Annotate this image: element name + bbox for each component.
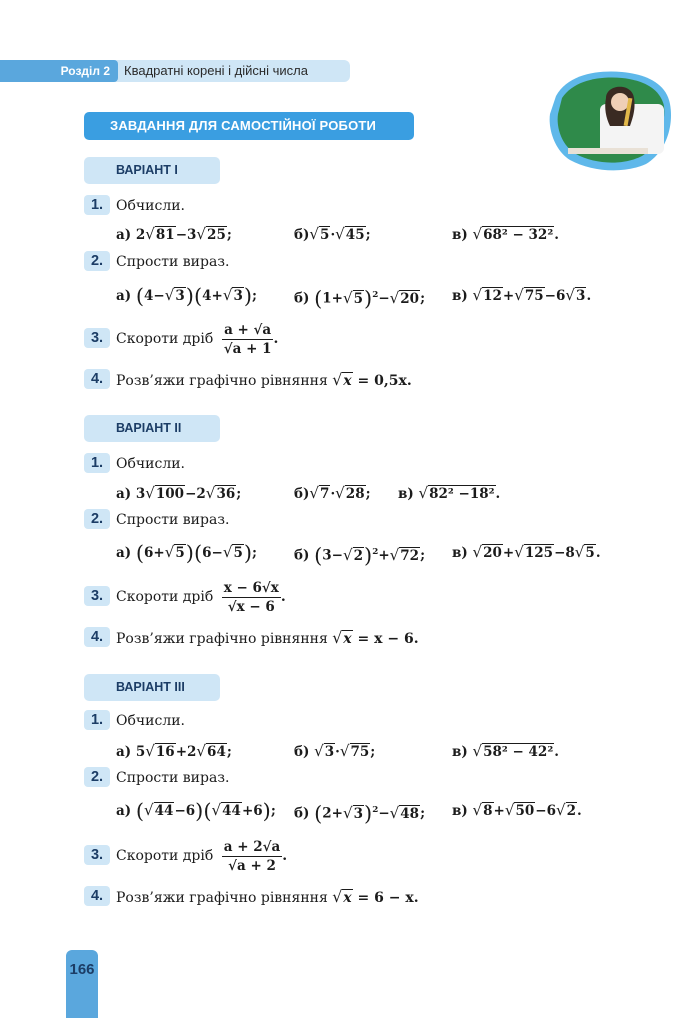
task-item-b: б) √3·√75;	[294, 742, 376, 760]
punct: .	[586, 288, 592, 304]
radicand: 75	[350, 744, 370, 760]
item-letter: а)	[116, 744, 132, 760]
task-number: 1.	[84, 195, 110, 215]
operator: +2	[175, 744, 197, 760]
exponent: 2	[372, 547, 379, 557]
section-title: Квадратні корені і дійсні числа	[124, 63, 308, 78]
coef: 2	[135, 227, 146, 243]
radicand: 8	[483, 803, 493, 819]
operator: −	[378, 805, 390, 822]
task-item-c: в) √82² −18².	[398, 484, 501, 502]
radicand: 3	[324, 744, 335, 760]
radicand: 82² −18²	[429, 486, 495, 502]
radicand: 58² − 42²	[483, 744, 554, 760]
term: 6−	[202, 545, 223, 561]
item-letter: в)	[452, 227, 468, 243]
radicand: 2	[353, 547, 364, 564]
radicand: x	[343, 890, 352, 906]
task-text-row: Розв’яжи графічно рівняння √x = 6 − x.	[116, 887, 419, 906]
punct: ;	[252, 545, 258, 561]
task-number: 2.	[84, 251, 110, 271]
term: 4+	[202, 288, 223, 304]
radicand: 5	[585, 545, 595, 561]
fraction	[222, 838, 282, 875]
task-item-b: б) $(2+√3)^2-√48$;	[294, 801, 426, 826]
task-text: Обчисли.	[116, 456, 186, 472]
punct: ;	[370, 744, 376, 760]
radicand: 28	[345, 486, 365, 502]
exponent: 2	[372, 290, 379, 300]
task-number: 3.	[84, 328, 110, 348]
task-text: Розв’яжи графічно рівняння	[116, 373, 328, 389]
page-title: ЗАВДАННЯ ДЛЯ САМОСТІЙНОЇ РОБОТИ	[84, 112, 414, 140]
punct: ;	[252, 288, 258, 304]
task-number: 4.	[84, 627, 110, 647]
equation-rhs: = 0,5x.	[352, 373, 412, 389]
task-item-a: а) 5√16+2√64;	[116, 742, 232, 760]
task-text: Спрости вираз.	[116, 770, 230, 786]
punct: ;	[365, 486, 371, 502]
punct: ;	[270, 803, 276, 819]
task-item-a: а) 3√100−2√36;	[116, 484, 242, 502]
task-text: Скороти дріб	[116, 848, 214, 864]
punct: .	[280, 589, 286, 605]
punct: .	[554, 744, 559, 760]
punct: ;	[420, 547, 426, 564]
item-letter: в)	[452, 744, 468, 760]
task-text-row	[116, 320, 278, 358]
operator: +	[502, 288, 515, 304]
task-number: 4.	[84, 886, 110, 906]
punct: .	[554, 227, 559, 243]
operator: −3	[175, 227, 197, 243]
punct: .	[595, 545, 601, 561]
task-number: 1.	[84, 453, 110, 473]
term: 3−	[322, 547, 343, 564]
exponent: 2	[372, 805, 379, 815]
radicand: 68² − 32²	[483, 227, 554, 243]
task-item-c: в) √20+√125−8√5.	[452, 543, 601, 561]
radicand: 48	[400, 805, 420, 822]
term: 1+	[322, 290, 343, 307]
radicand: 16	[155, 744, 175, 760]
radicand: 5	[320, 227, 330, 243]
punct: .	[495, 486, 501, 502]
punct: ;	[420, 805, 426, 822]
radicand: x	[343, 631, 352, 647]
task-text-row	[116, 837, 287, 875]
task-number: 2.	[84, 509, 110, 529]
fraction	[222, 321, 274, 358]
item-letter: б)	[294, 805, 310, 822]
task-text: Спрости вираз.	[116, 512, 230, 528]
operator: −8	[554, 545, 575, 561]
variant-1-title: ВАРІАНТ I	[84, 157, 220, 184]
radicand: x	[343, 373, 352, 389]
denominator: √a + 2	[228, 857, 276, 874]
radicand: 12	[483, 288, 502, 304]
item-letter: б)	[294, 227, 310, 243]
operator: −2	[185, 486, 206, 502]
numerator: a + √a	[222, 321, 274, 340]
radicand: 3	[233, 288, 243, 304]
punct: .	[282, 848, 288, 864]
radicand: 7	[320, 486, 330, 502]
punct: .	[577, 803, 582, 819]
term: 4−	[144, 288, 165, 304]
numerator: a + 2√a	[223, 838, 281, 855]
task-text: Обчисли.	[116, 198, 186, 214]
numerator: x − 6√x	[223, 579, 279, 596]
task-number: 2.	[84, 767, 110, 787]
punct: ;	[420, 290, 426, 307]
operator: −	[378, 290, 390, 307]
item-letter: б)	[294, 547, 310, 564]
radicand: 5	[175, 545, 185, 561]
item-letter: в)	[452, 545, 468, 561]
item-letter: в)	[452, 288, 468, 304]
radicand: 45	[345, 227, 365, 243]
item-letter: в)	[398, 486, 414, 502]
operator: +	[378, 547, 390, 564]
operator: −6	[544, 288, 566, 304]
operator: ·	[330, 227, 336, 243]
page-number: 166	[66, 950, 98, 1018]
task-item-a: а) (4−√3)(4+√3);	[116, 284, 258, 308]
item-letter: а)	[116, 227, 132, 243]
punct: ;	[365, 227, 371, 243]
punct: .	[273, 331, 279, 347]
item-letter: а)	[116, 288, 132, 304]
variant-2-title: ВАРІАНТ II	[84, 415, 220, 442]
item-letter: б)	[294, 290, 310, 307]
term: +6	[241, 803, 263, 819]
task-item-c: в) √68² − 32².	[452, 225, 559, 243]
radicand: 3	[353, 805, 364, 822]
operator: ·	[330, 486, 336, 502]
radicand: 3	[175, 288, 185, 304]
radicand: 44	[154, 803, 174, 819]
task-item-a: а) (√44−6)(√44+6);	[116, 799, 276, 823]
task-text: Розв’яжи графічно рівняння	[116, 631, 328, 647]
operator: +	[502, 545, 515, 561]
radicand: 2	[566, 803, 577, 819]
radicand: 81	[155, 227, 175, 243]
section-label: Розділ 2	[0, 60, 118, 82]
radicand: 64	[207, 744, 226, 760]
radicand: 20	[483, 545, 502, 561]
coef: 5	[135, 744, 146, 760]
operator: +	[493, 803, 505, 819]
denominator: √a + 1	[223, 340, 272, 357]
denominator: √x − 6	[227, 598, 275, 615]
task-text-row	[116, 578, 286, 616]
task-number: 1.	[84, 710, 110, 730]
equation-rhs: = x − 6.	[352, 631, 419, 647]
task-text: Скороти дріб	[116, 331, 214, 347]
item-letter: б)	[294, 486, 310, 502]
radicand: 3	[576, 288, 586, 304]
operator: ·	[335, 744, 340, 760]
radicand: 50	[515, 803, 535, 819]
task-item-b: б)√5·√45;	[294, 225, 371, 243]
task-item-a: а) 2√81−3√25;	[116, 225, 232, 243]
task-text: Обчисли.	[116, 713, 186, 729]
item-letter: а)	[116, 486, 132, 502]
task-text-row: Розв’яжи графічно рівняння √x = x − 6.	[116, 628, 419, 647]
radicand: 125	[524, 545, 554, 561]
term: 2+	[322, 805, 343, 822]
term: −6	[174, 803, 196, 819]
task-number: 3.	[84, 845, 110, 865]
task-item-b: б) $(1+√5)^2-√20$;	[294, 286, 426, 311]
item-letter: в)	[452, 803, 468, 819]
task-text: Спрости вираз.	[116, 254, 230, 270]
punct: ;	[236, 486, 242, 502]
punct: ;	[226, 227, 232, 243]
operator: −6	[535, 803, 556, 819]
task-item-b: б) $(3-√2)^2+√72$;	[294, 543, 426, 568]
item-letter: а)	[116, 803, 132, 819]
radicand: 44	[222, 803, 241, 819]
task-text: Скороти дріб	[116, 589, 214, 605]
task-item-c: в) √12+√75−6√3.	[452, 286, 592, 304]
punct: ;	[226, 744, 232, 760]
task-item-a: а) (6+√5)(6−√5);	[116, 541, 258, 565]
variant-3-title: ВАРІАНТ III	[84, 674, 220, 701]
task-item-c: в) √58² − 42².	[452, 742, 559, 760]
radicand: 25	[207, 227, 226, 243]
term: 6+	[144, 545, 165, 561]
task-text: Розв’яжи графічно рівняння	[116, 890, 328, 906]
task-item-c: в) √8+√50−6√2.	[452, 801, 582, 819]
item-letter: б)	[294, 744, 310, 760]
equation-rhs: = 6 − x.	[352, 890, 419, 906]
item-letter: а)	[116, 545, 132, 561]
task-item-b: б)√7·√28;	[294, 484, 371, 502]
radicand: 36	[216, 486, 236, 502]
student-photo	[548, 68, 672, 172]
radicand: 100	[155, 486, 185, 502]
radicand: 5	[353, 290, 364, 307]
radicand: 72	[400, 547, 420, 564]
task-number: 3.	[84, 586, 110, 606]
coef: 3	[135, 486, 146, 502]
radicand: 5	[233, 545, 243, 561]
radicand: 75	[524, 288, 544, 304]
radicand: 20	[400, 290, 420, 307]
fraction	[222, 579, 281, 616]
task-number: 4.	[84, 369, 110, 389]
task-text-row: Розв’яжи графічно рівняння √x = 0,5x.	[116, 370, 412, 389]
